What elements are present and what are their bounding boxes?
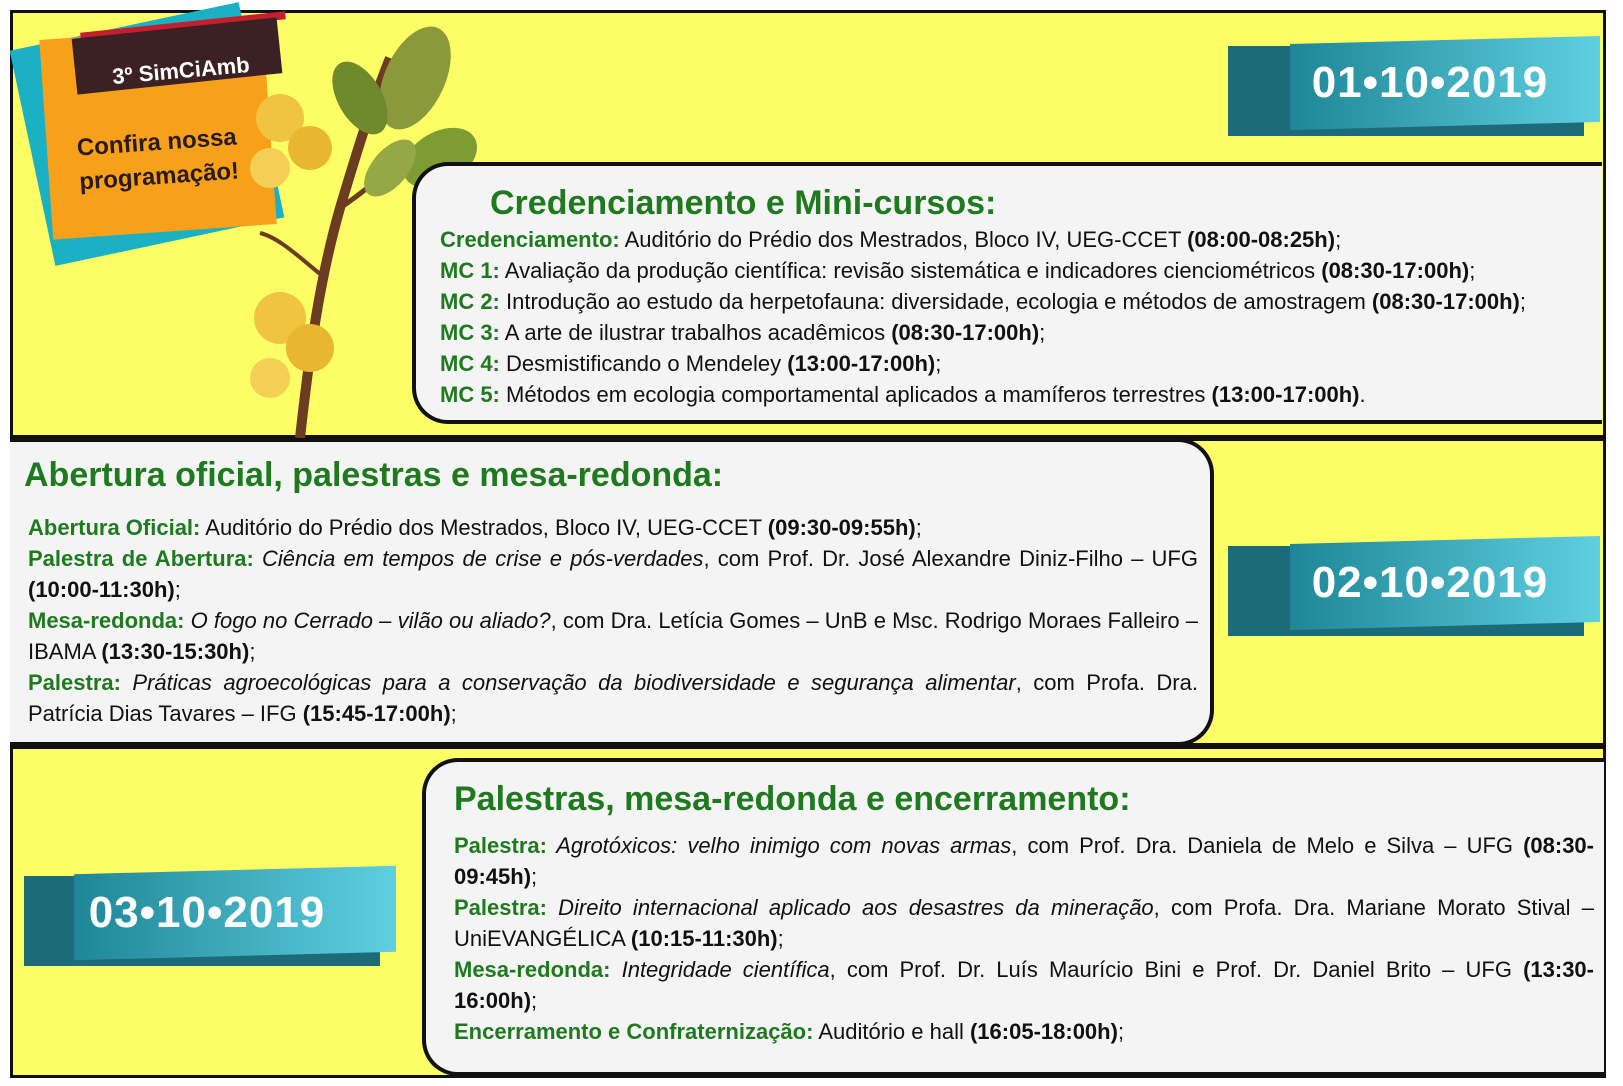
date-day2: 02•10•2019 [1311, 558, 1549, 607]
item-label: MC 2: [440, 289, 500, 314]
schedule-item [28, 543, 1198, 605]
badge-event-name: 3º SimCiAmb [111, 52, 251, 89]
item-label: MC 1: [440, 258, 500, 283]
schedule-item [454, 1016, 1594, 1047]
item-time: (13:30-15:30h) [101, 639, 250, 664]
item-end: ; [174, 577, 181, 602]
item-label: Credenciamento: [440, 227, 620, 252]
day3-schedule [454, 830, 1594, 1047]
item-end: ; [1469, 258, 1476, 283]
item-label: Palestra de Abertura: [28, 546, 254, 571]
item-end: ; [915, 515, 922, 540]
schedule-item [28, 605, 1198, 667]
item-end: . [1359, 382, 1366, 407]
item-text: Métodos em ecologia comportamental aplicados a mamíferos terrestres [499, 382, 1212, 407]
item-text: Auditório e hall [813, 1019, 970, 1044]
item-time: (08:30-17:00h) [891, 320, 1040, 345]
item-text: , com Prof. Dra. Daniela de Melo e Silva – UFG [1011, 833, 1524, 858]
day2-title: Abertura oficial, palestras e mesa-redonda: [24, 456, 724, 494]
item-time: (08:00-08:25h) [1187, 227, 1336, 252]
item-time: (10:15-11:30h) [630, 926, 778, 951]
item-text: Auditório do Prédio dos Mestrados, Bloco IV, UEG-CCET [200, 515, 768, 540]
item-end: ; [935, 351, 942, 376]
item-time: (13:30-16:00h) [454, 957, 1594, 1013]
item-end: ; [531, 988, 538, 1013]
item-end: ; [1519, 289, 1526, 314]
item-label: MC 5: [440, 382, 500, 407]
item-text: , com Prof. Dr. José Alexandre Diniz-Filho – UFG [703, 546, 1198, 571]
item-time: (08:30-17:00h) [1321, 258, 1470, 283]
item-end: ; [531, 864, 538, 889]
item-end: ; [1117, 1019, 1125, 1044]
schedule-item [454, 954, 1594, 1016]
item-title: Integridade científica [610, 957, 830, 982]
item-label: Abertura Oficial: [28, 515, 201, 540]
schedule-item [440, 348, 1600, 379]
item-time: (16:05-18:00h) [969, 1019, 1118, 1044]
item-text: , com Prof. Dr. Luís Maurício Bini e Prof. Dr. Daniel Brito – UFG [829, 957, 1524, 982]
item-time: (13:00-17:00h) [1211, 382, 1360, 407]
schedule-item [440, 255, 1600, 286]
item-title: Agrotóxicos: velho inimigo com novas armas [546, 833, 1012, 858]
day1-title: Credenciamento e Mini-cursos: [490, 184, 997, 222]
date-day3: 03•10•2019 [88, 888, 326, 937]
item-label: Encerramento e Confraternização: [454, 1019, 814, 1044]
item-time: (10:00-11:30h) [28, 577, 175, 602]
item-title: Direito internacional aplicado aos desastres da mineração [546, 895, 1154, 920]
day1-card [412, 162, 1602, 424]
day3-card [422, 758, 1604, 1076]
item-end: ; [1039, 320, 1046, 345]
item-title: Ciência em tempos de crise e pós-verdades [253, 546, 704, 571]
schedule-item [440, 224, 1600, 255]
date-ribbon-day2 [1228, 546, 1584, 636]
schedule-item [440, 286, 1600, 317]
item-time: (08:30-09:45h) [454, 833, 1594, 889]
schedule-item [440, 379, 1600, 410]
item-time: (15:45-17:00h) [302, 701, 451, 726]
item-text: Introdução ao estudo da herpetofauna: diversidade, ecologia e métodos de amostragem [499, 289, 1372, 314]
item-end: ; [1335, 227, 1342, 252]
date-ribbon-day3 [24, 876, 380, 966]
item-time: (13:00-17:00h) [787, 351, 936, 376]
schedule-item [454, 892, 1594, 954]
date-day1: 01•10•2019 [1311, 58, 1549, 107]
item-text: Avaliação da produção científica: revisão sistemática e indicadores cienciométricos [499, 258, 1322, 283]
item-text: , com Profa. Dra. Patrícia Dias Tavares – IFG [28, 670, 1198, 726]
item-text: Auditório do Prédio dos Mestrados, Bloco IV, UEG-CCET [619, 227, 1188, 252]
item-time: (09:30-09:55h) [767, 515, 916, 540]
schedule-item [28, 512, 1198, 543]
item-label: Palestra: [454, 895, 547, 920]
schedule-item [454, 830, 1594, 892]
item-label: Palestra: [454, 833, 547, 858]
day2-schedule [28, 512, 1198, 729]
day2-card [10, 438, 1214, 746]
item-end: ; [249, 639, 256, 664]
item-text: A arte de ilustrar trabalhos acadêmicos [499, 320, 892, 345]
item-text: Desmistificando o Mendeley [499, 351, 788, 376]
item-end: ; [450, 701, 457, 726]
item-title: Práticas agroecológicas para a conservação da biodiversidade e segurança alimentar [120, 670, 1016, 695]
item-text: , com Profa. Dra. Mariane Morato Stival – UniEVANGÉLICA [454, 895, 1594, 951]
date-ribbon-day1 [1228, 46, 1584, 136]
item-label: Mesa-redonda: [454, 957, 611, 982]
item-label: MC 4: [440, 351, 500, 376]
item-label: Palestra: [28, 670, 121, 695]
schedule-item [28, 667, 1198, 729]
item-title: O fogo no Cerrado – vilão ou aliado? [184, 608, 551, 633]
item-text: , com Dra. Letícia Gomes – UnB e Msc. Rodrigo Moraes Falleiro – IBAMA [28, 608, 1198, 664]
schedule-item [440, 317, 1600, 348]
day3-title: Palestras, mesa-redonda e encerramento: [454, 780, 1131, 818]
item-label: MC 3: [440, 320, 500, 345]
badge-cta-text: Confira nossa programação! [76, 123, 240, 196]
item-time: (08:30-17:00h) [1371, 289, 1520, 314]
day1-schedule [440, 224, 1600, 410]
item-end: ; [777, 926, 784, 951]
item-label: Mesa-redonda: [28, 608, 185, 633]
